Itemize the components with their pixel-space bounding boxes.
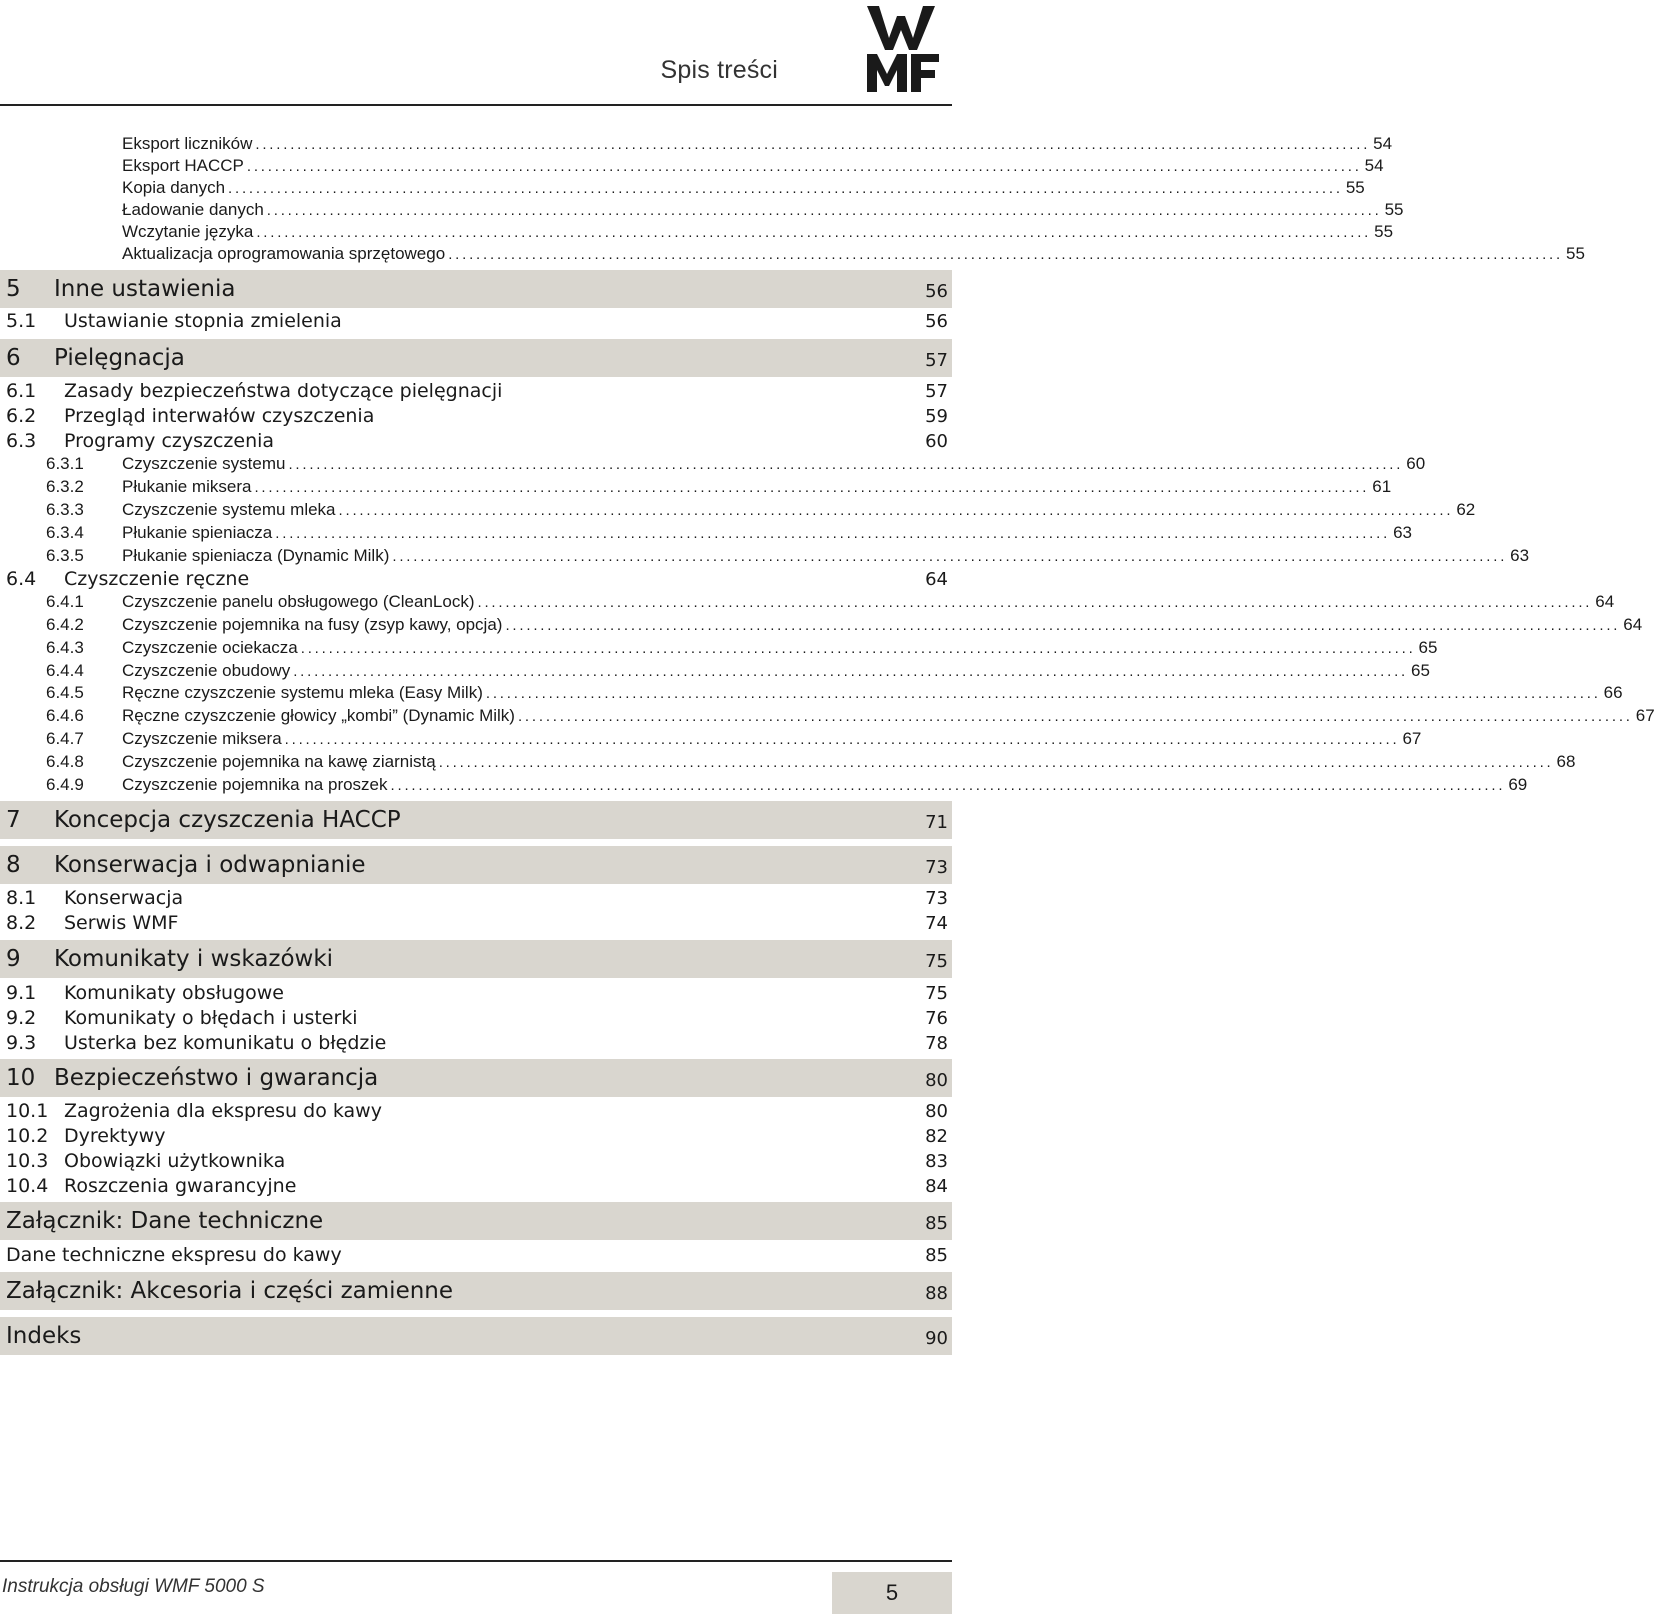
toc-line — [122, 523, 1412, 543]
toc-page-number: 55 — [1345, 178, 1365, 197]
toc-number: 10.4 — [6, 1175, 49, 1197]
toc-label: Zagrożenia dla ekspresu do kawy — [64, 1100, 382, 1122]
toc-label: Obowiązki użytkownika — [64, 1150, 286, 1172]
toc-page-number: 57 — [925, 380, 948, 402]
toc-page-number: 80 — [925, 1100, 948, 1122]
toc-subsection[interactable] — [0, 199, 1404, 221]
toc-subsection[interactable] — [0, 660, 1430, 682]
toc-line — [122, 244, 1585, 264]
toc-page-number: 69 — [1508, 775, 1528, 794]
toc-chapter[interactable] — [0, 846, 952, 884]
toc-section[interactable] — [0, 911, 952, 935]
toc-line — [122, 638, 1438, 658]
toc-page-number: 66 — [1603, 683, 1623, 702]
toc-line — [122, 592, 1615, 612]
toc-subsection[interactable] — [0, 751, 1576, 773]
toc-number: 6.4.4 — [46, 661, 84, 680]
toc-line — [122, 752, 1576, 772]
toc-number: 6.4.9 — [46, 775, 84, 794]
toc-section[interactable] — [0, 1031, 952, 1055]
dot-leader: ................................................................................................................................................................ — [228, 180, 1343, 197]
toc-line — [122, 706, 1655, 726]
toc-page-number: 75 — [925, 982, 948, 1004]
toc-subsection[interactable] — [0, 591, 1615, 613]
toc-line — [122, 454, 1426, 474]
toc-subsection[interactable] — [0, 682, 1623, 704]
toc-page-number: 55 — [1374, 222, 1394, 241]
toc-page-number: 84 — [925, 1175, 948, 1197]
toc-page-number: 64 — [1595, 592, 1615, 611]
toc-number: 6.4.6 — [46, 706, 84, 725]
toc-section[interactable] — [0, 1174, 952, 1198]
toc-subsection[interactable] — [0, 499, 1476, 521]
toc-page-number: 62 — [1456, 500, 1476, 519]
toc-label: Załącznik: Akcesoria i części zamienne — [6, 1278, 454, 1304]
header-divider — [0, 104, 952, 106]
dot-leader: ................................................................................................................................................................ — [255, 136, 1371, 153]
toc-subsection[interactable] — [0, 221, 1394, 243]
toc-number: 10.1 — [6, 1100, 49, 1122]
toc-section[interactable] — [0, 567, 952, 591]
toc-number: 10.2 — [6, 1125, 49, 1147]
toc-number: 6.4.3 — [46, 638, 84, 657]
toc-section[interactable] — [0, 429, 952, 453]
dot-leader: ................................................................................................................................................................ — [284, 731, 1400, 748]
toc-label: Czyszczenie systemu — [122, 454, 286, 473]
toc-number: 6.3.4 — [46, 523, 84, 542]
toc-label: Bezpieczeństwo i gwarancja — [54, 1065, 379, 1091]
toc-page-number: 67 — [1402, 729, 1422, 748]
toc-line — [122, 477, 1392, 497]
toc-label: Czyszczenie obudowy — [122, 661, 291, 680]
toc-line — [122, 775, 1528, 795]
toc-label: Ładowanie danych — [122, 200, 264, 219]
dot-leader: ................................................................................................................................................................ — [300, 640, 1416, 657]
toc-number: 6 — [6, 345, 21, 371]
toc-number: 8.2 — [6, 912, 37, 934]
toc-number: 10.3 — [6, 1150, 49, 1172]
toc-label: Komunikaty o błędach i usterki — [64, 1007, 358, 1029]
toc-page-number: 67 — [1635, 706, 1655, 725]
toc-section[interactable] — [0, 379, 952, 403]
toc-line — [122, 546, 1530, 566]
toc-label: Eksport HACCP — [122, 156, 244, 175]
toc-section[interactable] — [0, 1124, 952, 1148]
toc-line — [122, 729, 1422, 749]
toc-number: 9 — [6, 946, 21, 972]
toc-line — [122, 178, 1365, 198]
toc-page-number: 65 — [1418, 638, 1438, 657]
toc-label: Koncepcja czyszczenia HACCP — [54, 807, 401, 833]
toc-subsection[interactable] — [0, 155, 1384, 177]
toc-chapter[interactable] — [0, 1202, 952, 1240]
toc-page-number: 63 — [1393, 523, 1412, 542]
toc-line — [122, 222, 1394, 242]
toc-label: Serwis WMF — [64, 912, 179, 934]
toc-chapter[interactable] — [0, 270, 952, 308]
toc-label: Ustawianie stopnia zmielenia — [64, 310, 342, 332]
manual-title: Instrukcja obsługi WMF 5000 S — [2, 1576, 265, 1597]
dot-leader: ................................................................................................................................................................ — [254, 479, 1370, 496]
toc-page-number: 61 — [1372, 477, 1392, 496]
toc-number: 9.2 — [6, 1007, 37, 1029]
dot-leader: ................................................................................................................................................................ — [246, 158, 1362, 175]
dot-leader: ................................................................................................................................................................ — [517, 708, 1633, 725]
toc-label: Indeks — [6, 1323, 82, 1349]
toc-label: Płukanie spieniacza — [122, 523, 273, 542]
toc-page-number: 55 — [1384, 200, 1404, 219]
footer-divider — [0, 1560, 952, 1562]
toc-subsection[interactable] — [0, 637, 1438, 659]
toc-page-number: 64 — [925, 568, 948, 590]
toc-label: Czyszczenie pojemnika na kawę ziarnistą — [122, 752, 436, 771]
toc-section[interactable] — [0, 1099, 952, 1123]
toc-page-number: 73 — [925, 857, 948, 878]
toc-page-number: 65 — [1411, 661, 1430, 680]
toc-label: Komunikaty i wskazówki — [54, 946, 334, 972]
toc-subsection[interactable] — [0, 243, 1585, 265]
toc-label: Konserwacja — [64, 887, 184, 909]
toc-page-number: 64 — [1623, 615, 1643, 634]
toc-page-number: 68 — [1556, 752, 1576, 771]
toc-page-number: 56 — [925, 281, 948, 302]
toc-page-number: 54 — [1373, 134, 1393, 153]
toc-subsection[interactable] — [0, 545, 1530, 567]
toc-chapter[interactable] — [0, 801, 952, 839]
toc-number: 10 — [6, 1065, 36, 1091]
toc-section[interactable] — [0, 404, 952, 428]
toc-subsection[interactable] — [0, 728, 1422, 750]
toc-subsection[interactable] — [0, 453, 1426, 475]
toc-label: Wczytanie języka — [122, 222, 254, 241]
toc-subsection[interactable] — [0, 177, 1365, 199]
toc-number: 7 — [6, 807, 21, 833]
toc-number: 9.3 — [6, 1032, 37, 1054]
toc-label: Czyszczenie panelu obsługowego (CleanLock) — [122, 592, 475, 611]
toc-label: Przegląd interwałów czyszczenia — [64, 405, 375, 427]
dot-leader: ................................................................................................................................................................ — [256, 224, 1372, 241]
toc-number: 5.1 — [6, 310, 37, 332]
toc-subsection[interactable] — [0, 133, 1393, 155]
toc-number: 6.4.7 — [46, 729, 84, 748]
toc-line — [122, 156, 1384, 176]
toc-page-number: 90 — [925, 1328, 948, 1349]
toc-number: 9.1 — [6, 982, 37, 1004]
toc-subsection[interactable] — [0, 705, 1655, 727]
toc-page-number: 71 — [925, 812, 948, 833]
toc-number: 6.4.5 — [46, 683, 84, 702]
dot-leader: ................................................................................................................................................................ — [288, 456, 1404, 473]
toc-page-number: 82 — [925, 1125, 948, 1147]
toc-section[interactable] — [0, 1149, 952, 1173]
toc-section[interactable] — [0, 886, 952, 910]
toc-label: Czyszczenie pojemnika na proszek — [122, 775, 388, 794]
dot-leader: ................................................................................................................................................................ — [293, 663, 1408, 680]
toc-number: 5 — [6, 276, 21, 302]
dot-leader: ................................................................................................................................................................ — [448, 246, 1563, 263]
toc-page-number: 78 — [925, 1032, 948, 1054]
toc-number: 6.4.2 — [46, 615, 84, 634]
toc-number: 6.1 — [6, 380, 37, 402]
toc-label: Kopia danych — [122, 178, 226, 197]
toc-label: Czyszczenie systemu mleka — [122, 500, 336, 519]
toc-subsection[interactable] — [0, 614, 1643, 636]
toc-number: 6.3 — [6, 430, 37, 452]
toc-page-number: 73 — [925, 887, 948, 909]
dot-leader: ................................................................................................................................................................ — [338, 502, 1454, 519]
toc-subsection[interactable] — [0, 774, 1528, 796]
toc-number: 6.3.1 — [46, 454, 84, 473]
toc-label: Konserwacja i odwapnianie — [54, 852, 366, 878]
toc-label: Czyszczenie pojemnika na fusy (zsyp kawy, opcja) — [122, 615, 503, 634]
toc-number: 6.3.2 — [46, 477, 84, 496]
toc-label: Dyrektywy — [64, 1125, 166, 1147]
toc-page-number: 60 — [1406, 454, 1426, 473]
dot-leader: ................................................................................................................................................................ — [485, 685, 1601, 702]
toc-label: Aktualizacja oprogramowania sprzętowego — [122, 244, 446, 263]
toc-label: Czyszczenie ociekacza — [122, 638, 298, 657]
page-title: Spis treści — [660, 56, 778, 84]
toc-line — [122, 683, 1623, 703]
toc-number: 6.2 — [6, 405, 37, 427]
toc-number: 6.3.3 — [46, 500, 84, 519]
toc-line — [122, 615, 1643, 635]
toc-section[interactable] — [0, 309, 952, 333]
toc-label: Ręczne czyszczenie systemu mleka (Easy Milk) — [122, 683, 483, 702]
toc-page-number: 88 — [925, 1283, 948, 1304]
toc-page-number: 60 — [925, 430, 948, 452]
toc-label: Roszczenia gwarancyjne — [64, 1175, 297, 1197]
toc-section[interactable] — [0, 1006, 952, 1030]
toc-page-number: 74 — [925, 912, 948, 934]
dot-leader: ................................................................................................................................................................ — [505, 617, 1621, 634]
toc-chapter[interactable] — [0, 1317, 952, 1355]
wmf-logo-icon — [865, 4, 945, 94]
toc-label: Zasady bezpieczeństwa dotyczące pielęgnacji — [64, 380, 503, 402]
toc-chapter[interactable] — [0, 1059, 952, 1097]
toc-number: 8 — [6, 852, 21, 878]
toc-page-number: 85 — [925, 1244, 948, 1266]
toc-page-number: 75 — [925, 951, 948, 972]
toc-label: Komunikaty obsługowe — [64, 982, 284, 1004]
toc-label: Pielęgnacja — [54, 345, 185, 371]
toc-label: Programy czyszczenia — [64, 430, 275, 452]
dot-leader: ................................................................................................................................................................ — [275, 525, 1391, 542]
toc-number: 8.1 — [6, 887, 37, 909]
toc-label: Czyszczenie ręczne — [64, 568, 250, 590]
toc-number: 6.3.5 — [46, 546, 84, 565]
toc-page-number: 59 — [925, 405, 948, 427]
toc-line — [122, 134, 1393, 154]
toc-section[interactable] — [0, 1243, 952, 1267]
toc-page-number: 56 — [925, 310, 948, 332]
toc-page-number: 76 — [925, 1007, 948, 1029]
toc-page-number: 85 — [925, 1213, 948, 1234]
toc-label: Płukanie spieniacza (Dynamic Milk) — [122, 546, 390, 565]
toc-number: 6.4.1 — [46, 592, 84, 611]
toc-page-number: 83 — [925, 1150, 948, 1172]
toc-subsection[interactable] — [0, 476, 1392, 498]
dot-leader: ................................................................................................................................................................ — [477, 594, 1593, 611]
toc-label: Dane techniczne ekspresu do kawy — [6, 1244, 342, 1266]
toc-subsection[interactable] — [0, 522, 1412, 544]
toc-label: Płukanie miksera — [122, 477, 252, 496]
toc-chapter[interactable] — [0, 940, 952, 978]
toc-line — [122, 661, 1430, 681]
toc-label: Usterka bez komunikatu o błędzie — [64, 1032, 387, 1054]
dot-leader: ................................................................................................................................................................ — [392, 548, 1508, 565]
toc-line — [122, 500, 1476, 520]
toc-label: Inne ustawienia — [54, 276, 236, 302]
toc-label: Eksport liczników — [122, 134, 253, 153]
toc-section[interactable] — [0, 981, 952, 1005]
toc-label: Czyszczenie miksera — [122, 729, 282, 748]
toc-page-number: 55 — [1565, 244, 1585, 263]
toc-line — [122, 200, 1404, 220]
toc-number: 6.4 — [6, 568, 37, 590]
toc-page-number: 57 — [925, 350, 948, 371]
toc-page-number: 80 — [925, 1070, 948, 1091]
dot-leader: ................................................................................................................................................................ — [266, 202, 1382, 219]
page-number: 5 — [832, 1572, 952, 1614]
toc-page-number: 54 — [1364, 156, 1384, 175]
dot-leader: ................................................................................................................................................................ — [390, 777, 1506, 794]
dot-leader: ................................................................................................................................................................ — [438, 754, 1554, 771]
toc-number: 6.4.8 — [46, 752, 84, 771]
toc-chapter[interactable] — [0, 339, 952, 377]
toc-chapter[interactable] — [0, 1272, 952, 1310]
toc-label: Załącznik: Dane techniczne — [6, 1208, 324, 1234]
toc-page-number: 63 — [1510, 546, 1530, 565]
toc-label: Ręczne czyszczenie głowicy „kombi” (Dynamic Milk) — [122, 706, 515, 725]
